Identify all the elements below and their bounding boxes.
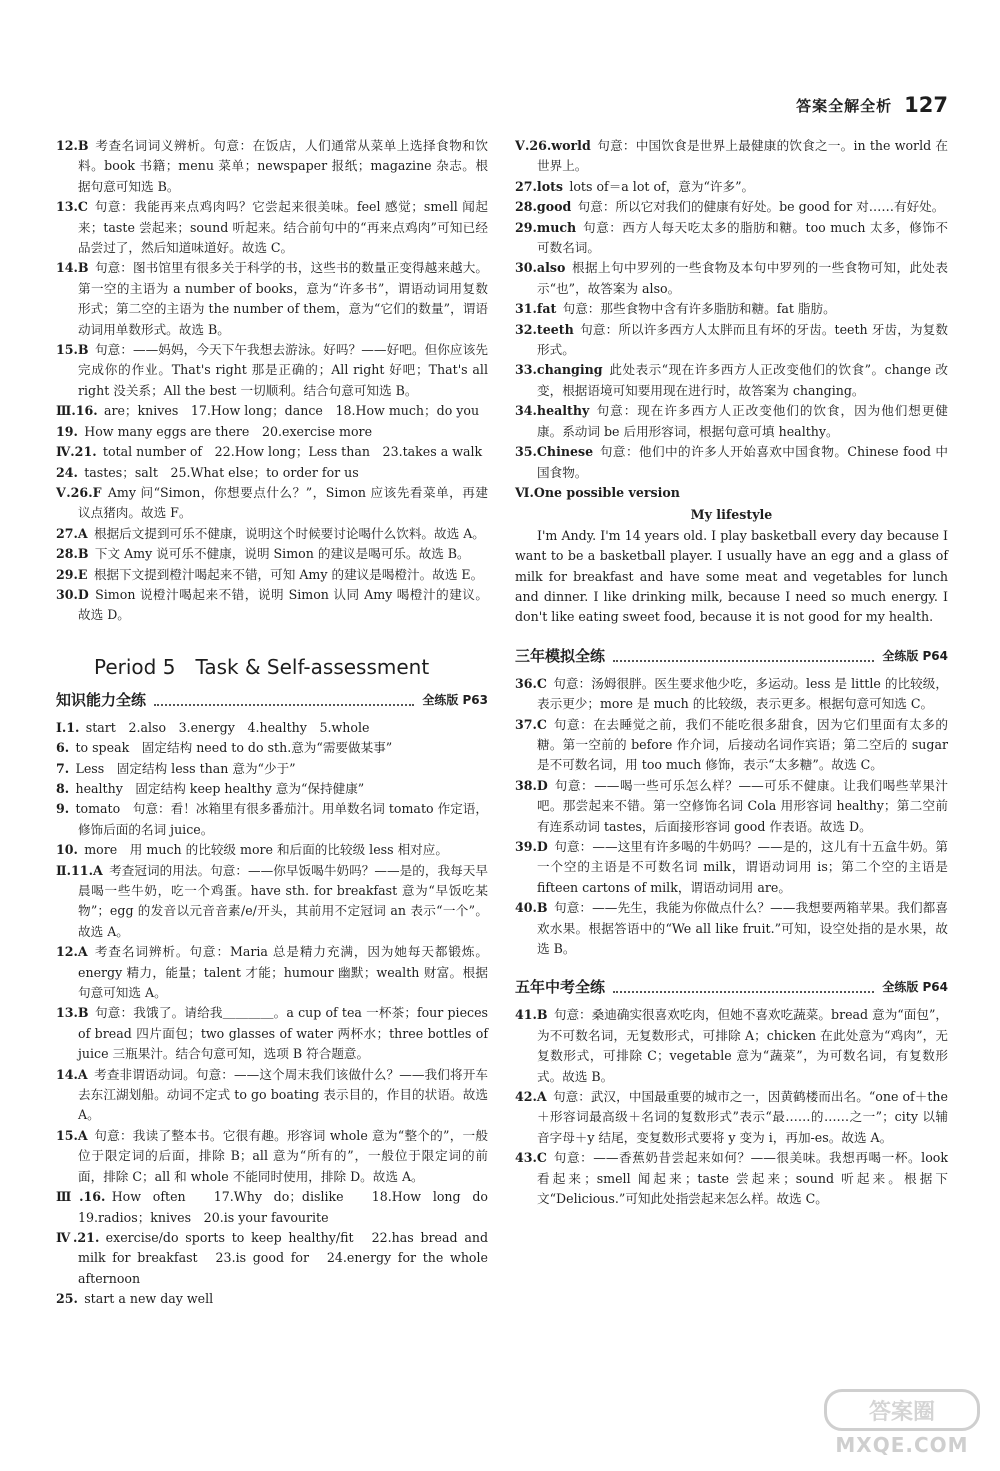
- answer-text: How many eggs are there 20.exercise more: [84, 423, 373, 439]
- answer-text: 下文 Amy 说可乐不健康，说明 Simon 的建议是喝可乐。故选 B。: [94, 546, 470, 562]
- answer-item: [515, 776, 948, 837]
- answer-text: exercise/do sports to keep healthy/fit 22.has bread and milk for breakfast 23.is good for 24.energy for the whole afternoon: [78, 1229, 489, 1286]
- left-column: [56, 136, 501, 1310]
- answer-number: Ⅱ.11.A: [56, 862, 103, 878]
- answer-number: 31.fat: [515, 301, 557, 317]
- answer-number: 25.: [56, 1291, 78, 1307]
- answer-item: [56, 136, 488, 197]
- answer-text: 句意：我读了整本书。它很有趣。形容词 whole 意为“整个的”，一般位于限定词的后面，排除 B；all 意为“所有的”，一般位于限定词的前面，排除 C；all 和 whole 不能同时使用，排除 D。故选 A。: [78, 1127, 488, 1184]
- answer-text: 句意：中国饮食是世界上最健康的饮食之一。in the world 在世界上。: [537, 138, 948, 174]
- dotted-leader: [154, 694, 414, 706]
- answer-item: [515, 715, 948, 776]
- answer-item: [515, 401, 948, 442]
- period-title: Period 5 Task & Self-assessment: [94, 654, 430, 679]
- answer-text: Less 固定结构 less than 意为“少于”: [75, 760, 296, 776]
- answer-item: [56, 1228, 488, 1289]
- left-answers-part2: [56, 718, 501, 1310]
- answer-text: 考查冠词的用法。句意：——你早饭喝牛奶吗？——是的，我每天早晨喝一些牛奶，吃一个鸡蛋。have sth. for breakfast 意为“早饭吃某物”；egg 的发音以元音音素/e/开头，其前用不定冠词 an 表示“一个”。故选 A。: [78, 862, 489, 939]
- answer-text: lots of＝a lot of，意为“许多”。: [569, 178, 755, 194]
- answer-text: 考查名词辨析。句意：Maria 总是精力充满，因为她每天都锻炼。energy 精力，能量；talent 才能；humour 幽默；wealth 财富。根据句意可知选 A。: [78, 944, 488, 1001]
- left-answers-part1: [56, 136, 488, 626]
- section-heading-five-year: [515, 977, 948, 997]
- answer-number: 12.A: [56, 944, 88, 960]
- answer-text: are；knives 17.How long；dance 18.How much；do you: [103, 403, 480, 419]
- answer-item: [56, 840, 488, 860]
- answer-item: [515, 320, 948, 361]
- answer-item: [515, 674, 948, 715]
- answer-text: 句意：我饿了。请给我＿＿＿＿。a cup of tea 一杯茶；four pieces of bread 四片面包；two glasses of water 两杯水；three bottles of juice 三瓶果汁。结合句意可知，选项 B 符合题意。: [78, 1005, 488, 1062]
- answer-item: [56, 1289, 488, 1309]
- answer-item: [56, 738, 488, 758]
- answer-text: 句意：——喝一些可乐怎么样？——可乐不健康。让我们喝些苹果汁吧。那尝起来不错。第一空修饰名词 Cola 用形容词 healthy；第二空前有连系动词 tastes，后面接形容词 good 作表语。故选 D。: [537, 777, 948, 834]
- answer-text: 根据上句中罗列的一些食物及本句中罗列的一些食物可知，此处表示“也”，故答案为 also。: [537, 260, 948, 296]
- answer-item: [515, 1087, 948, 1148]
- answer-text: 句意：他们中的许多人开始喜欢中国食物。Chinese food 中国食物。: [537, 444, 948, 480]
- answer-item: [56, 442, 488, 462]
- answer-number: 28.B: [56, 546, 89, 562]
- answer-item: [56, 585, 488, 626]
- answer-number: 13.C: [56, 199, 88, 215]
- answer-number: 36.C: [515, 675, 547, 691]
- answer-number: 39.D: [515, 839, 548, 854]
- answer-number: 9.: [56, 801, 70, 817]
- section-heading-three-year: [515, 646, 948, 666]
- section-heading-knowledge: [56, 690, 488, 710]
- answer-number: Ⅳ.21.: [56, 1229, 100, 1245]
- answer-number: Ⅵ.One possible version: [515, 484, 680, 500]
- answer-text: 句意：——先生，我能为你做点什么？——我想要两箱苹果。我们都喜欢水果。根据答语中的“We all like fruit.”可知，设空处指的是水果，故选 B。: [537, 900, 948, 957]
- answer-number: 28.good: [515, 199, 572, 215]
- answer-item: [515, 258, 948, 299]
- answer-number: Ⅴ.26.F: [56, 484, 102, 500]
- answer-item: [515, 177, 948, 197]
- section-ref: 全练版 P64: [882, 648, 948, 663]
- answer-text: 句意：桑迪确实很喜欢吃肉，但她不喜欢吃蔬菜。bread 意为“面包”，为不可数名词，无复数形式，可排除 A；chicken 在此处意为“鸡肉”，无复数形式，可排除 C；vegetable 意为“蔬菜”，为可数名词，有复数形式。故选 B。: [537, 1007, 948, 1084]
- answer-number: 38.D: [515, 777, 548, 793]
- answer-text: 句意：图书馆里有很多关于科学的书，这些书的数量正变得越来越大。第一空的主语为 a number of books，意为“许多书”，谓语动词用复数形式；第二空的主语为 the number of them，意为“它们的数量”，谓语动词用单数形式。故选 B。: [78, 260, 488, 337]
- answer-text: 根据下文提到橙汁喝起来不错，可知 Amy 的建议是喝橙汁。故选 E。: [93, 566, 484, 582]
- answer-item: [56, 759, 488, 779]
- watermark-url: MXQE.COM: [835, 1433, 969, 1457]
- answer-item: [56, 565, 488, 585]
- answer-item: [515, 1148, 948, 1209]
- answer-text: tomato 句意：看！冰箱里有很多番茄汁。用单数名词 tomato 作定语，修饰后面的名词 juice。: [75, 801, 488, 837]
- answer-item: [56, 524, 488, 544]
- answer-number: 14.A: [56, 1066, 88, 1082]
- answer-number: 15.A: [56, 1127, 88, 1143]
- answer-text: 考查非谓语动词。句意：——这个周末我们该做什么？——我们将开车去东江湖划船。动词不定式 to go boating 表示目的，作目的状语。故选 A。: [78, 1066, 488, 1123]
- answer-text: start a new day well: [84, 1291, 214, 1307]
- right-answers-part3: [515, 1005, 948, 1209]
- answer-number: 10.: [56, 842, 78, 858]
- section-title: 五年中考全练: [515, 978, 606, 997]
- answer-number: Ⅳ.21.: [56, 444, 97, 460]
- answer-number: 33.changing: [515, 362, 603, 378]
- answer-text: more 用 much 的比较级 more 和后面的比较级 less 相对应。: [84, 842, 448, 858]
- answer-item: [515, 1005, 948, 1087]
- answer-item: [56, 483, 488, 524]
- answer-text: 句意：在去睡觉之前，我们不能吃很多甜食，因为它们里面有太多的糖。第一空前的 before 作介词，后接动名词作宾语；第二空后的 sugar 是不可数名词，用 too much 修饰，表示“太多糖”。故选 C。: [537, 716, 948, 773]
- answer-item: [515, 218, 948, 259]
- answer-text: 句意：汤姆很胖。医生要求他少吃，多运动。less 是 little 的比较级，表示更少；more 是 much 的比较级，表示更多。根据句意可知选 C。: [537, 675, 948, 712]
- answer-text: 句意：那些食物中含有许多脂肪和糖。fat 脂肪。: [562, 301, 836, 317]
- answer-item: [515, 360, 948, 401]
- answer-number: 40.B: [515, 900, 548, 916]
- answer-item: [515, 197, 948, 217]
- answer-text: 句意：西方人每天吃太多的脂肪和糖。too much 太多，修饰不可数名词。: [537, 219, 948, 256]
- answer-number: 29.much: [515, 219, 577, 235]
- answer-item: [515, 837, 948, 898]
- answer-item: [56, 197, 488, 258]
- answer-item: [56, 779, 488, 799]
- essay-body: I'm Andy. I'm 14 years old. I play basketball every day because I want to be a basketball player. I usually have an egg and a glass of milk for breakfast and have some meat and vegetables for lunch and dinner. I like drinking milk, because I need so much energy. I don't like eating sweet food, because it is not good for my health.: [515, 527, 948, 625]
- answer-item: [56, 718, 488, 738]
- answer-item: [56, 799, 488, 840]
- answer-number: Ⅲ.16.: [56, 403, 98, 419]
- answer-item: [56, 1187, 501, 1228]
- section-ref: 全练版 P64: [882, 980, 948, 995]
- answer-item: [56, 544, 488, 564]
- answer-text: total number of 22.How long；Less than 23.takes a walk: [102, 444, 483, 460]
- answer-text: 句意：所以许多西方人太胖而且有坏的牙齿。teeth 牙齿，为复数形式。: [537, 321, 948, 358]
- answer-number: 24.: [56, 464, 78, 480]
- answer-text: 句意：所以它对我们的健康有好处。be good for 对……有好处。: [577, 199, 945, 215]
- answer-number: 15.B: [56, 342, 89, 358]
- answer-text: 句意：——这里有许多喝的牛奶吗？——是的，这儿有十五盒牛奶。第一个空的主语是不可数名词 milk，谓语动词用 is；第二个空的主语是 fifteen cartons of milk，谓语动词用 are。: [537, 839, 948, 895]
- answer-number: 27.lots: [515, 178, 564, 194]
- right-answers-part2: [515, 674, 948, 960]
- answer-item: [515, 898, 948, 959]
- answer-item: [56, 463, 488, 483]
- answer-item: [56, 340, 488, 401]
- answer-text: 句意：——香蕉奶昔尝起来如何？——很美味。我想再喝一杯。look 看起来；smell 闻起来；taste 尝起来；sound 听起来。根据下文“Delicious.”可知此处指尝起来怎么样。故选 C。: [537, 1150, 948, 1207]
- answer-text: tastes；salt 25.What else；to order for us: [84, 464, 359, 480]
- answer-number: 35.Chinese: [515, 444, 594, 460]
- answer-number: 12.B: [56, 138, 89, 153]
- answer-text: 句意：——妈妈，今天下午我想去游泳。好吗？——好吧。但你应该先完成你的作业。That's right 那是正确的；All right 好吧；That's all right 没关系；All the best 一切顺利。结合句意可知选 B。: [78, 342, 488, 398]
- answer-text: 考查名词词义辨析。句意：在饭店，人们通常从菜单上选择食物和饮料。book 书籍；menu 菜单；newspaper 报纸；magazine 杂志。根据句意可知选 B。: [78, 138, 488, 194]
- answer-text: 句意：武汉，中国最重要的城市之一，因黄鹤楼而出名。“one of＋the＋形容词最高级＋名词的复数形式”表示“最……的……之一”；city 以辅音字母＋y 结尾，变复数形式要将 y 变为 i，再加-es。故选 A。: [537, 1089, 948, 1145]
- answer-number: 34.healthy: [515, 403, 590, 419]
- answer-text: Amy 问“Simon，你想要点什么？”，Simon 应该先看菜单，再建议点猪肉。故选 F。: [78, 484, 488, 521]
- answer-number: Ⅲ.16.: [56, 1189, 106, 1205]
- answer-number: 30.D: [56, 586, 89, 602]
- answer-item: [515, 442, 948, 483]
- page-header: [796, 93, 948, 117]
- answer-number: Ⅰ.1.: [56, 719, 80, 735]
- section-ref: 全练版 P63: [422, 692, 488, 707]
- essay-title: My lifestyle: [690, 507, 773, 523]
- answer-item: [515, 136, 948, 177]
- answer-number: 13.B: [56, 1005, 89, 1021]
- answer-text: 句意：我能再来点鸡肉吗？它尝起来很美味。feel 感觉；smell 闻起来；taste 尝起来；sound 听起来。结合前句中的“再来点鸡肉”可知已经品尝过了，然后知道味道好。故选 C。: [78, 199, 488, 256]
- answer-item: [56, 401, 488, 421]
- answer-item: [56, 942, 488, 1003]
- section-title: 知识能力全练: [56, 690, 147, 709]
- answer-text: 此处表示“现在许多西方人正改变他们的饮食”。change 改变，根据语境可知要用现在进行时，故答案为 changing。: [537, 362, 948, 398]
- answer-number: 6.: [56, 740, 70, 756]
- answer-number: 30.also: [515, 260, 566, 276]
- answer-number: 42.A: [515, 1089, 547, 1105]
- answer-text: Simon 说橙汁喝起来不错，说明 Simon 认同 Amy 喝橙汁的建议。故选 D。: [78, 586, 488, 623]
- answer-item: [56, 258, 488, 340]
- answer-text: How often 17.Why do；dislike 18.How long do 19.radios；knives 20.is your favourite: [78, 1189, 501, 1225]
- answer-number: 32.teeth: [515, 321, 574, 337]
- right-answers-part1: [515, 136, 948, 503]
- section-title: 三年模拟全练: [515, 646, 606, 665]
- answer-item: [56, 422, 488, 442]
- answer-text: to speak 固定结构 need to do sth.意为“需要做某事”: [75, 740, 393, 756]
- header-title: 答案全解全析: [796, 96, 893, 115]
- answer-text: healthy 固定结构 keep healthy 意为“保持健康”: [75, 780, 365, 796]
- answer-text: 句意：现在许多西方人正改变他们的饮食，因为他们想更健康。系动词 be 后用形容词，根据句意可填 healthy。: [537, 403, 948, 439]
- answer-item: [56, 1065, 488, 1126]
- answer-number: 43.C: [515, 1150, 547, 1166]
- answer-number: 27.A: [56, 525, 88, 541]
- answer-item: [515, 299, 948, 319]
- answer-item: [515, 483, 948, 503]
- answer-item: [56, 1126, 488, 1187]
- answer-number: 8.: [56, 780, 70, 796]
- answer-number: 29.E: [56, 566, 88, 582]
- answer-item: [56, 861, 488, 943]
- site-watermark: [824, 1389, 980, 1457]
- answer-number: 14.B: [56, 260, 89, 276]
- answer-number: 7.: [56, 760, 70, 776]
- watermark-logo-icon: 答案圈: [824, 1389, 980, 1431]
- answer-number: 41.B: [515, 1007, 548, 1023]
- answer-number: Ⅴ.26.world: [515, 138, 591, 153]
- answer-number: 19.: [56, 423, 78, 439]
- right-column: [515, 136, 948, 1210]
- dotted-leader: [613, 981, 874, 993]
- answer-text: start 2.also 3.energy 4.healthy 5.whole: [85, 719, 370, 735]
- answer-number: 37.C: [515, 716, 547, 732]
- answer-text: 根据后文提到可乐不健康，说明这个时候要讨论喝什么饮料。故选 A。: [93, 525, 485, 541]
- dotted-leader: [613, 650, 874, 662]
- page-number: 127: [904, 93, 948, 117]
- answer-item: [56, 1003, 488, 1064]
